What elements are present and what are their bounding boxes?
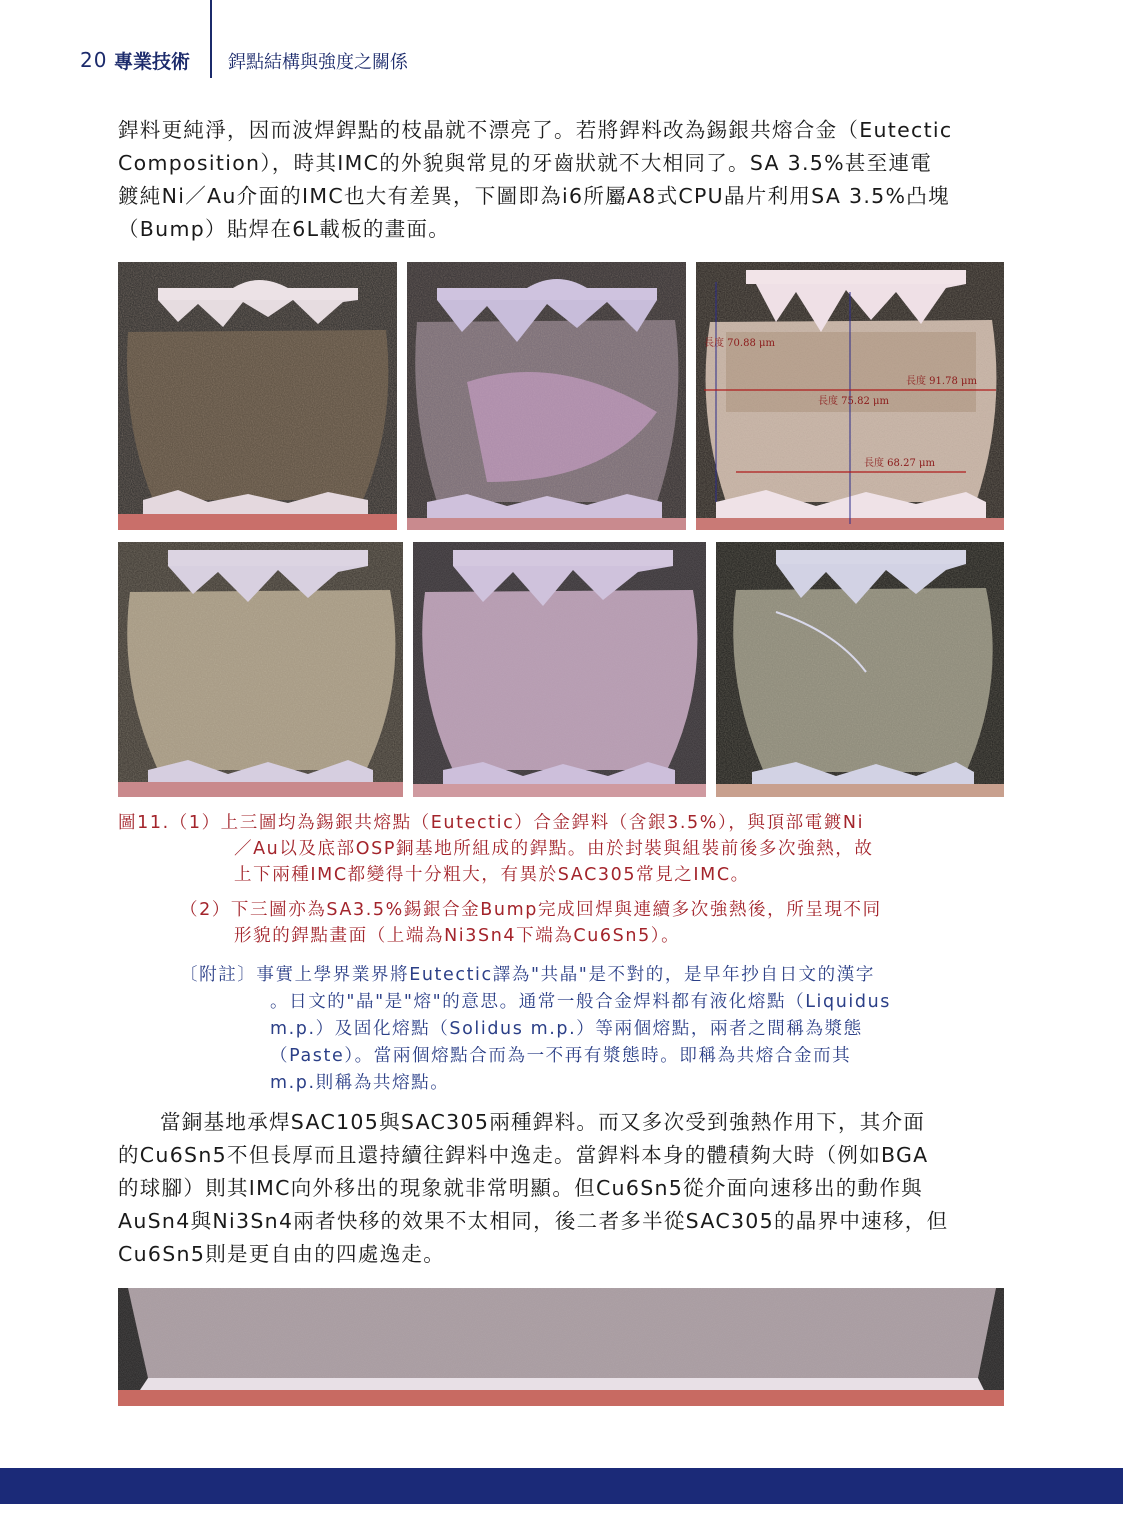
section-title: 專業技術 (114, 51, 191, 73)
micrograph-top-2 (407, 262, 686, 530)
micrograph-top-3-measured (696, 262, 1004, 530)
intro-line: （Bump）貼焊在6L載板的畫面。 (118, 217, 451, 241)
measurement-label: 長度 75.82 μm (818, 396, 889, 407)
measurement-label: 長度 91.78 μm (906, 376, 977, 387)
figure-caption-1-line3: 上下兩種IMC都變得十分粗大，有異於SAC305常見之IMC。 (234, 865, 750, 885)
body-line: Cu6Sn5則是更自由的四處逸走。 (118, 1242, 445, 1266)
figure-caption-2-line1: （2）下三圖亦為SA3.5%錫銀合金Bump完成回焊與連續多次強熱後，所呈現不同 (180, 900, 882, 920)
footer-bar (0, 1468, 1123, 1504)
note-line: m.p.）及固化熔點（Solidus m.p.）等兩個熔點，兩者之間稱為漿態 (270, 1019, 863, 1039)
page-header (0, 0, 1123, 80)
figure-caption-2-line2: 形貌的銲點畫面（上端為Ni3Sn4下端為Cu6Sn5）。 (234, 926, 681, 946)
note-line: （Paste）。當兩個熔點合而為一不再有漿態時。即稱為共熔合金而其 (270, 1046, 852, 1066)
body-line: AuSn4與Ni3Sn4兩者快移的效果不太相同，後二者多半從SAC305的晶界中速移，但 (118, 1209, 949, 1233)
micrograph-top-1 (118, 262, 397, 530)
page-number: 20 (80, 48, 108, 72)
body-line: 當銅基地承焊SAC105與SAC305兩種銲料。而又多次受到強熱作用下，其介面 (160, 1110, 926, 1134)
note-line: 〔附註〕事實上學界業界將Eutectic譯為"共晶"是不對的，是早年抄自日文的漢字 (180, 965, 875, 985)
intro-line: 銲料更純淨，因而波焊銲點的枝晶就不漂亮了。若將銲料改為錫銀共熔合金（Eutectic (118, 118, 953, 142)
measurement-label: 長度 68.27 μm (864, 458, 935, 469)
intro-paragraph (118, 114, 1006, 246)
micrograph-bottom-2 (413, 542, 706, 797)
note-line: m.p.則稱為共熔點。 (270, 1073, 450, 1093)
body-line: 的球腳）則其IMC向外移出的現象就非常明顯。但Cu6Sn5從介面向速移出的動作與 (118, 1176, 923, 1200)
measurement-label: 長度 70.88 μm (704, 338, 775, 349)
micrograph-bottom-3 (716, 542, 1004, 797)
body-line: 的Cu6Sn5不但長厚而且還持續往銲料中逸走。當銲料本身的體積夠大時（例如BGA (118, 1143, 929, 1167)
intro-line: Composition），時其IMC的外貌與常見的牙齒狀就不大相同了。SA 3.5%甚至連電 (118, 151, 933, 175)
article-title: 銲點結構與強度之關係 (228, 52, 408, 73)
figure-caption-1-line1: 圖11.（1）上三圖均為錫銀共熔點（Eutectic）合金銲料（含銀3.5%），與頂部電鍍Ni (118, 813, 865, 833)
note-line: 。日文的"晶"是"熔"的意思。通常一般合金焊料都有液化熔點（Liquidus (270, 992, 891, 1012)
micrograph-wide (118, 1288, 1004, 1406)
micrograph-bottom-1 (118, 542, 403, 797)
header-divider (210, 0, 212, 78)
intro-line: 鍍純Ni／Au介面的IMC也大有差異，下圖即為i6所屬A8式CPU晶片利用SA 3.5%凸塊 (118, 184, 950, 208)
body-paragraph (118, 1106, 1006, 1271)
figure-caption-1-line2: ／Au以及底部OSP銅基地所組成的銲點。由於封裝與組裝前後多次強熱，故 (234, 839, 874, 859)
